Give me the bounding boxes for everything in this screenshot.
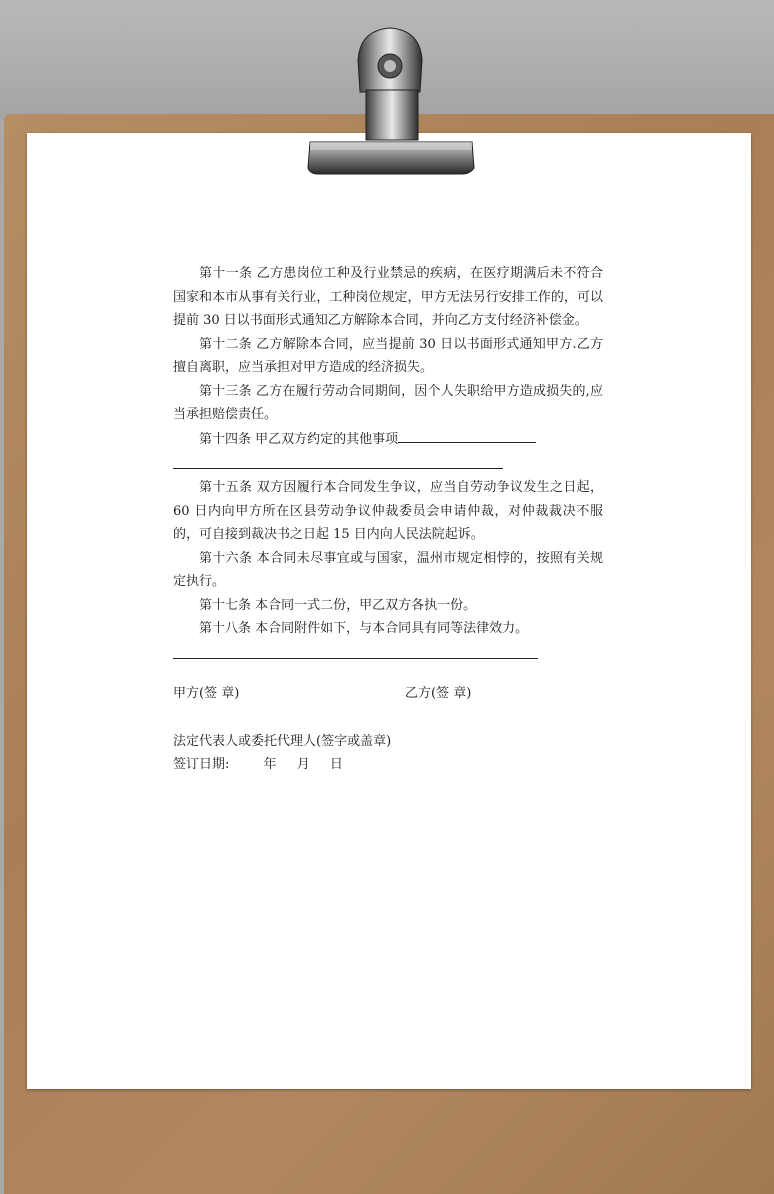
sign-date-label: 签订日期: [173,757,230,772]
blank-line [173,643,538,659]
article-12: 第十二条 乙方解除本合同，应当提前 30 日以书面形式通知甲方.乙方擅自离职，应当承担对甲方造成的经济损失。 [173,336,603,375]
blank-line [173,453,503,469]
representative-label: 法定代表人或委托代理人(签字或盖章) [173,733,392,749]
article-18: 第十八条 本合同附件如下，与本合同具有同等法律效力。 [199,621,529,636]
attachment-blank-line [173,641,603,666]
year-label: 年 [263,757,277,772]
blank-line [398,427,536,443]
article-14 [173,427,603,452]
contract-text [173,262,603,777]
signature-row [173,682,603,704]
blank-line-full [173,451,603,476]
binder-clip-icon [0,0,774,200]
article-17: 第十七条 本合同一式二份，甲乙双方各执一份。 [199,597,477,613]
article-14-label: 第十四条 甲乙双方约定的其他事项 [199,431,399,447]
party-b-signature: 乙方(签 章) [405,685,472,701]
month-label: 月 [296,757,310,772]
day-label: 日 [329,757,343,772]
sign-date-row [173,753,603,777]
article-15: 第十五条 双方因履行本合同发生争议，应当自劳动争议发生之日起，60 日内向甲方所在区县劳动争议仲裁委员会申请仲裁，对仲裁裁决不服的，可自接到裁决书之日起 15 日内向人民法院起诉。 [173,480,603,542]
article-16: 第十六条 本合同未尽事宜或与国家，温州市规定相悖的，按照有关规定执行。 [173,550,603,589]
article-11: 第十一条 乙方患岗位工种及行业禁忌的疾病，在医疗期满后未不符合国家和本市从事有关行业，工种岗位规定，甲方无法另行安排工作的，可以提前 30 日以书面形式通知乙方解除本合同，并向乙方支付经济补偿金。 [173,266,603,328]
party-a-signature: 甲方(签 章) [173,685,240,701]
article-13: 第十三条 乙方在履行劳动合同期间，因个人失职给甲方造成损失的,应当承担赔偿责任。 [173,383,603,422]
